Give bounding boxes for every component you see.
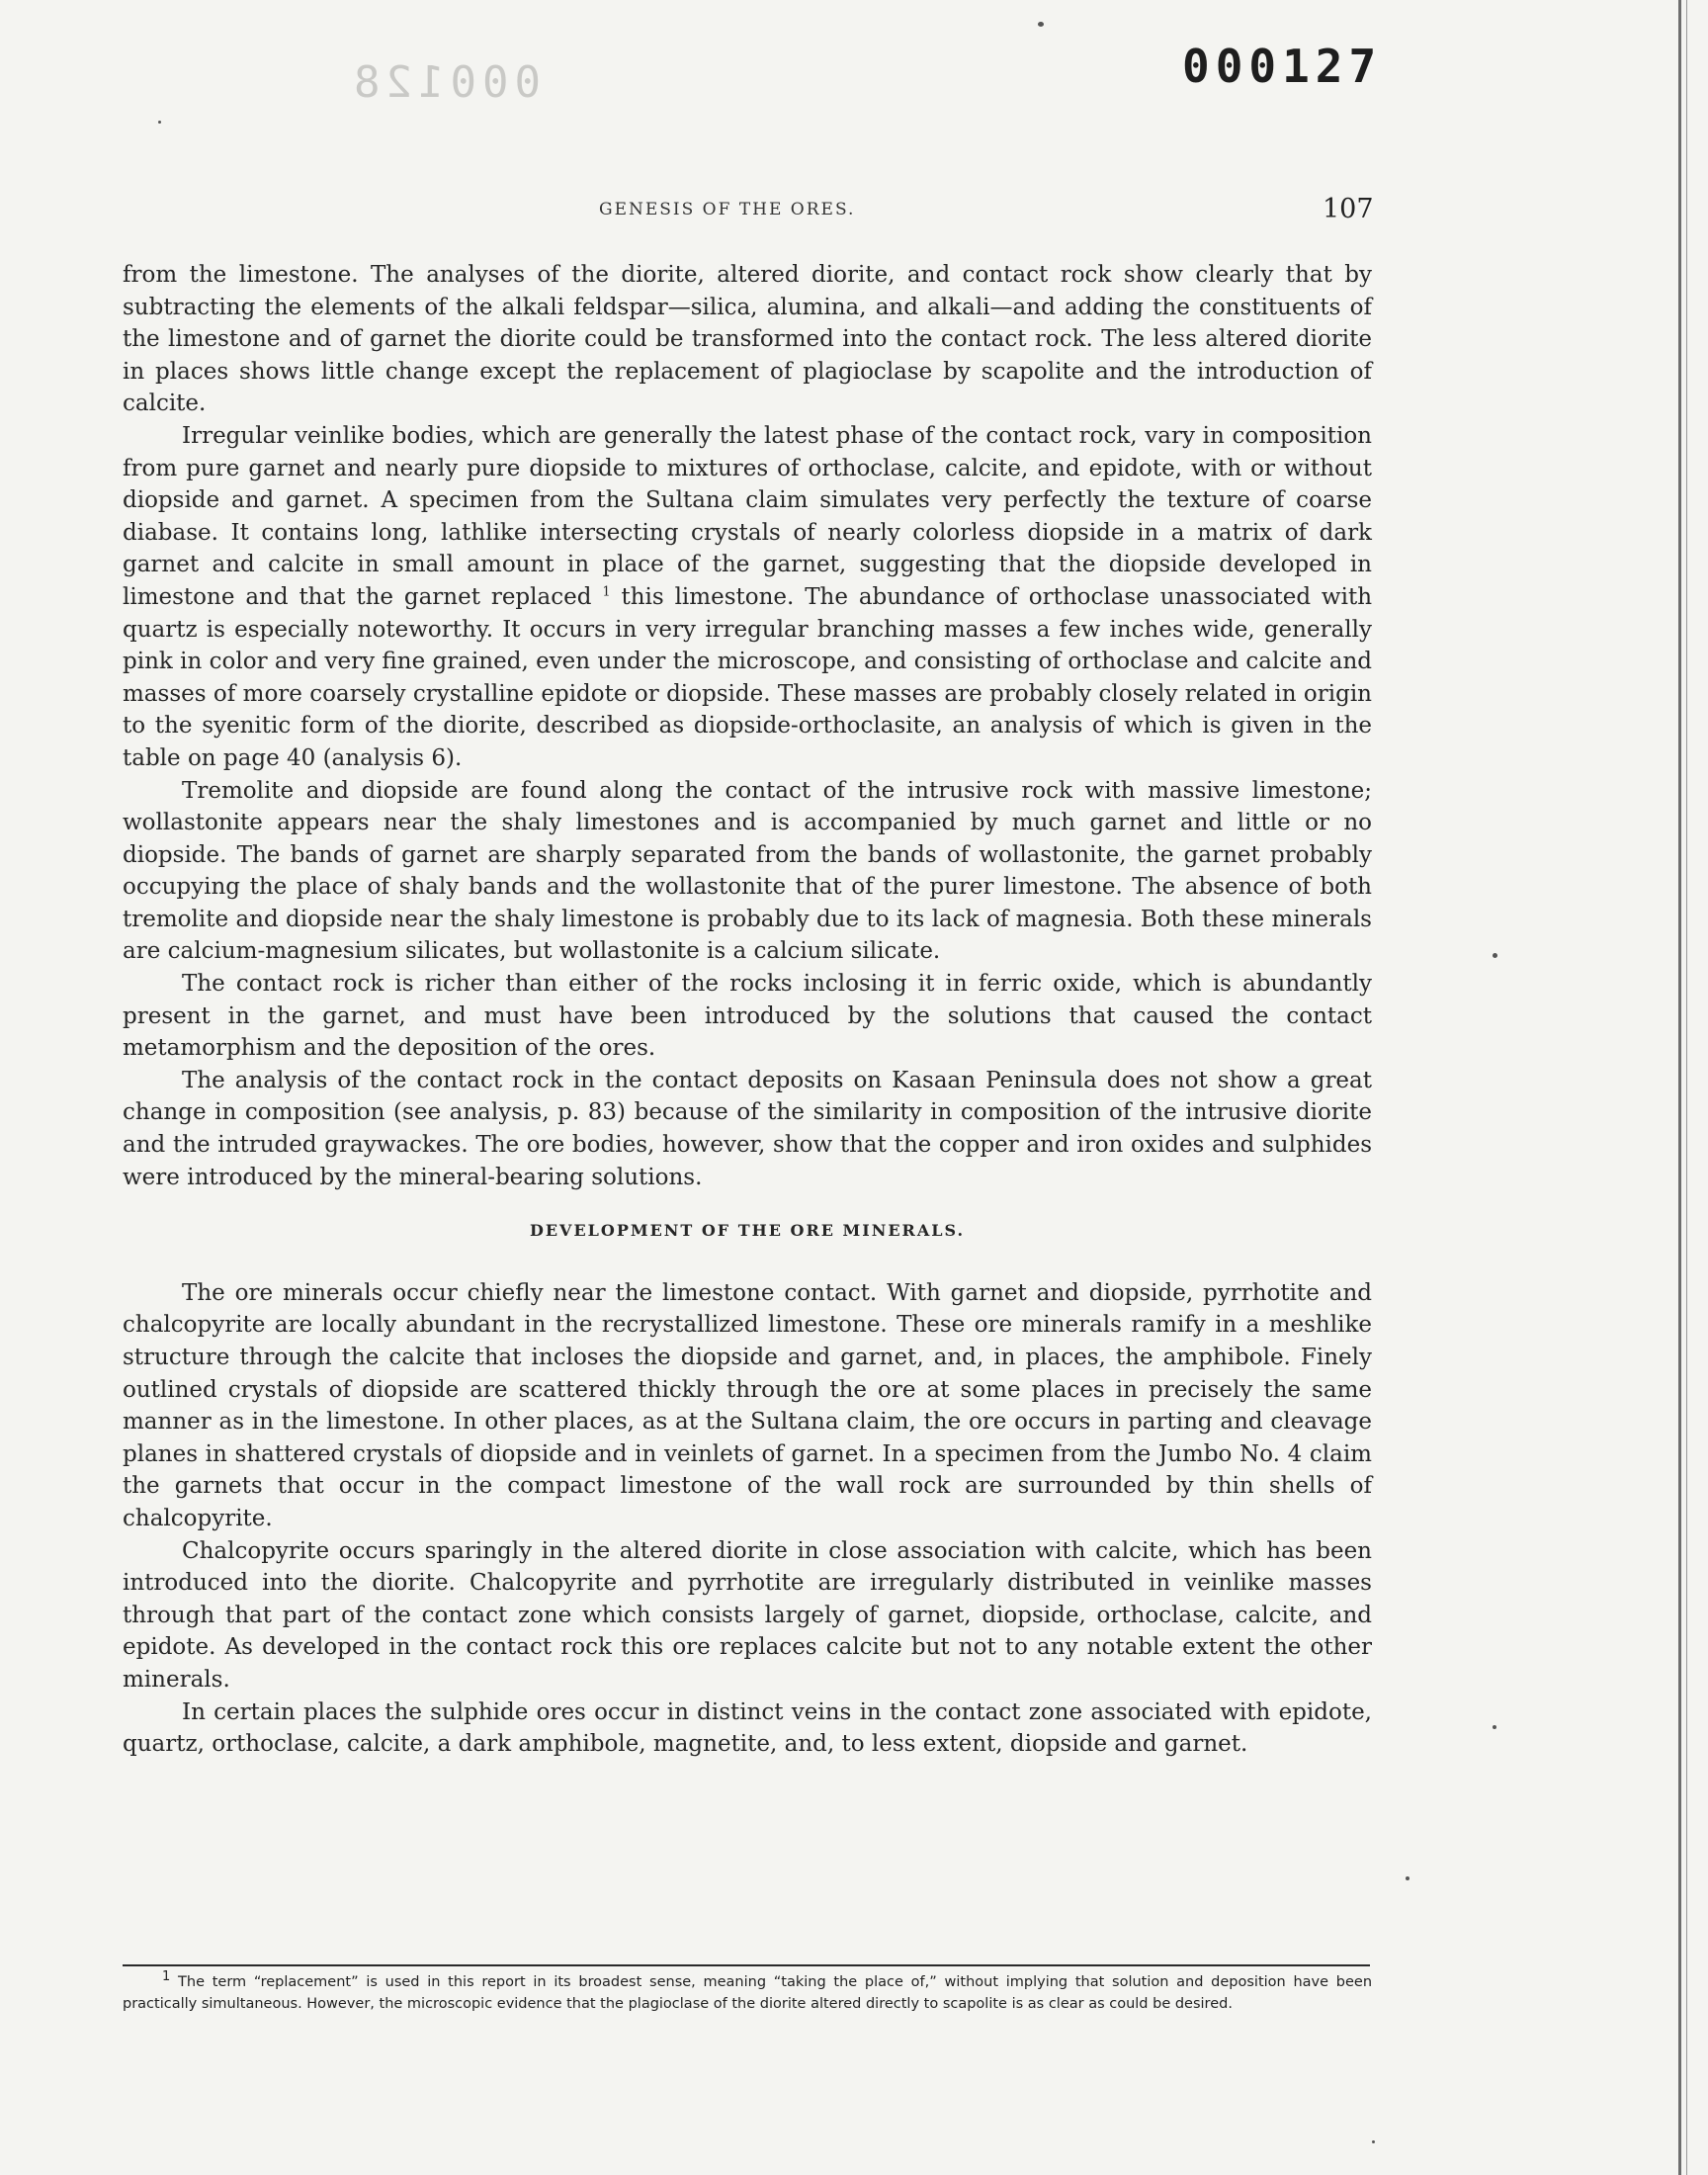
footnote-rule	[123, 1964, 1370, 1966]
scan-speck	[1493, 953, 1497, 958]
scan-speck	[1493, 1725, 1496, 1729]
paragraph: Chalcopyrite occurs sparingly in the altered diorite in close association with calcite, which has been introduced into the diorite. Chalcopyrite and pyrrhotite are irregularly distributed in veinlike masses through that part of the contact zone which consists largely of garnet, diopside, orthoclase, calcite, and epidote. As developed in the contact rock this ore replaces calcite but not to any notable extent the other minerals.	[123, 1537, 1372, 1693]
running-head: GENESIS OF THE ORES.	[599, 200, 856, 219]
bleed-through-stamp: 000128	[348, 57, 541, 108]
footnote	[123, 1971, 1372, 2015]
page-edge-shadow	[1678, 0, 1681, 2175]
page-edge-line	[1686, 0, 1687, 2175]
body-text	[123, 259, 1372, 1761]
page-number: 107	[1323, 194, 1374, 224]
scan-speck	[1372, 2140, 1375, 2143]
document-number-stamp: 000127	[1182, 40, 1383, 93]
paragraph	[123, 420, 1372, 775]
scan-speck	[1038, 22, 1044, 27]
footnote-reference: 1	[602, 584, 611, 600]
paragraph-text: Irregular veinlike bodies, which are generally the latest phase of the contact rock, vary in composition from pure garnet and nearly pure diopside to mixtures of orthoclase, calcite, and epidote, with or without diopside and garnet. A specimen from the Sultana claim simulates very perfectly the texture of coarse diabase. It contains long, lathlike intersecting crystals of nearly colorless diopside in a matrix of dark garnet and calcite in small amount in place of the garnet, suggesting that the diopside developed in limestone and that the garnet replaced	[123, 422, 1372, 610]
footnote-text: The term “replacement” is used in this report in its broadest sense, meaning “taking the place of,” without implying that solution and deposition have been practically simultaneous. However, the microscopic evidence that the plagioclase of the diorite altered directly to scapolite is as clear as could be desired.	[123, 1974, 1373, 2012]
paragraph: from the limestone. The analyses of the diorite, altered diorite, and contact rock show clearly that by subtracting the elements of the alkali feldspar—silica, alumina, and alkali—and adding the constituents of the limestone and of garnet the diorite could be transformed into the contact rock. The less altered diorite in places shows little change except the replacement of plagioclase by scapolite and the introduction of calcite.	[123, 262, 1372, 417]
section-heading: DEVELOPMENT OF THE ORE MINERALS.	[529, 1221, 966, 1241]
paragraph-text: this limestone. The abundance of orthoclase unassociated with quartz is especially noteworthy. It occurs in very irregular branching masses a few inches wide, generally pink in color and very fine grained, even under the microscope, and consisting of orthoclase and calcite and masses of more coarsely crystalline epidote or diopside. These masses are probably closely related in origin to the syenitic form of the diorite, described as diopside-orthoclasite, an analysis of which is given in the table on page 40 (analysis 6).	[123, 583, 1373, 771]
scan-speck	[1406, 1876, 1409, 1880]
footnote-marker: 1	[162, 1969, 171, 1985]
paragraph: The contact rock is richer than either of the rocks inclosing it in ferric oxide, which is abundantly present in the garnet, and must have been introduced by the solutions that caused the contact metamorphism and the deposition of the ores.	[123, 971, 1372, 1062]
paragraph: Tremolite and diopside are found along the contact of the intrusive rock with massive limestone; wollastonite appears near the shaly limestones and is accompanied by much garnet and little or no diopside. The bands of garnet are sharply separated from the bands of wollastonite, the garnet probably occupying the place of shaly bands and the wollastonite that of the purer limestone. The absence of both tremolite and diopside near the shaly limestone is probably due to its lack of magnesia. Both these minerals are calcium-magnesium silicates, but wollastonite is a calcium silicate.	[123, 777, 1372, 965]
paragraph: The analysis of the contact rock in the contact deposits on Kasaan Peninsula does not show a great change in composition (see analysis, p. 83) because of the similarity in composition of the intrusive diorite and the intruded graywackes. The ore bodies, however, show that the copper and iron oxides and sulphides were introduced by the mineral-bearing solutions.	[123, 1067, 1372, 1190]
paragraph: In certain places the sulphide ores occur in distinct veins in the contact zone associated with epidote, quartz, orthoclase, calcite, a dark amphibole, magnetite, and, to less extent, diopside and garnet.	[123, 1698, 1372, 1758]
scan-speck	[158, 121, 161, 124]
paragraph: The ore minerals occur chiefly near the limestone contact. With garnet and diopside, pyrrhotite and chalcopyrite are locally abundant in the recrystallized limestone. These ore minerals ramify in a meshlike structure through the calcite that incloses the diopside and garnet, and, in places, the amphibole. Finely outlined crystals of diopside are scattered thickly through the ore at some places in precisely the same manner as in the limestone. In other places, as at the Sultana claim, the ore occurs in parting and cleavage planes in shattered crystals of diopside and in veinlets of garnet. In a specimen from the Jumbo No. 4 claim the garnets that occur in the compact limestone of the wall rock are surrounded by thin shells of chalcopyrite.	[123, 1279, 1372, 1531]
